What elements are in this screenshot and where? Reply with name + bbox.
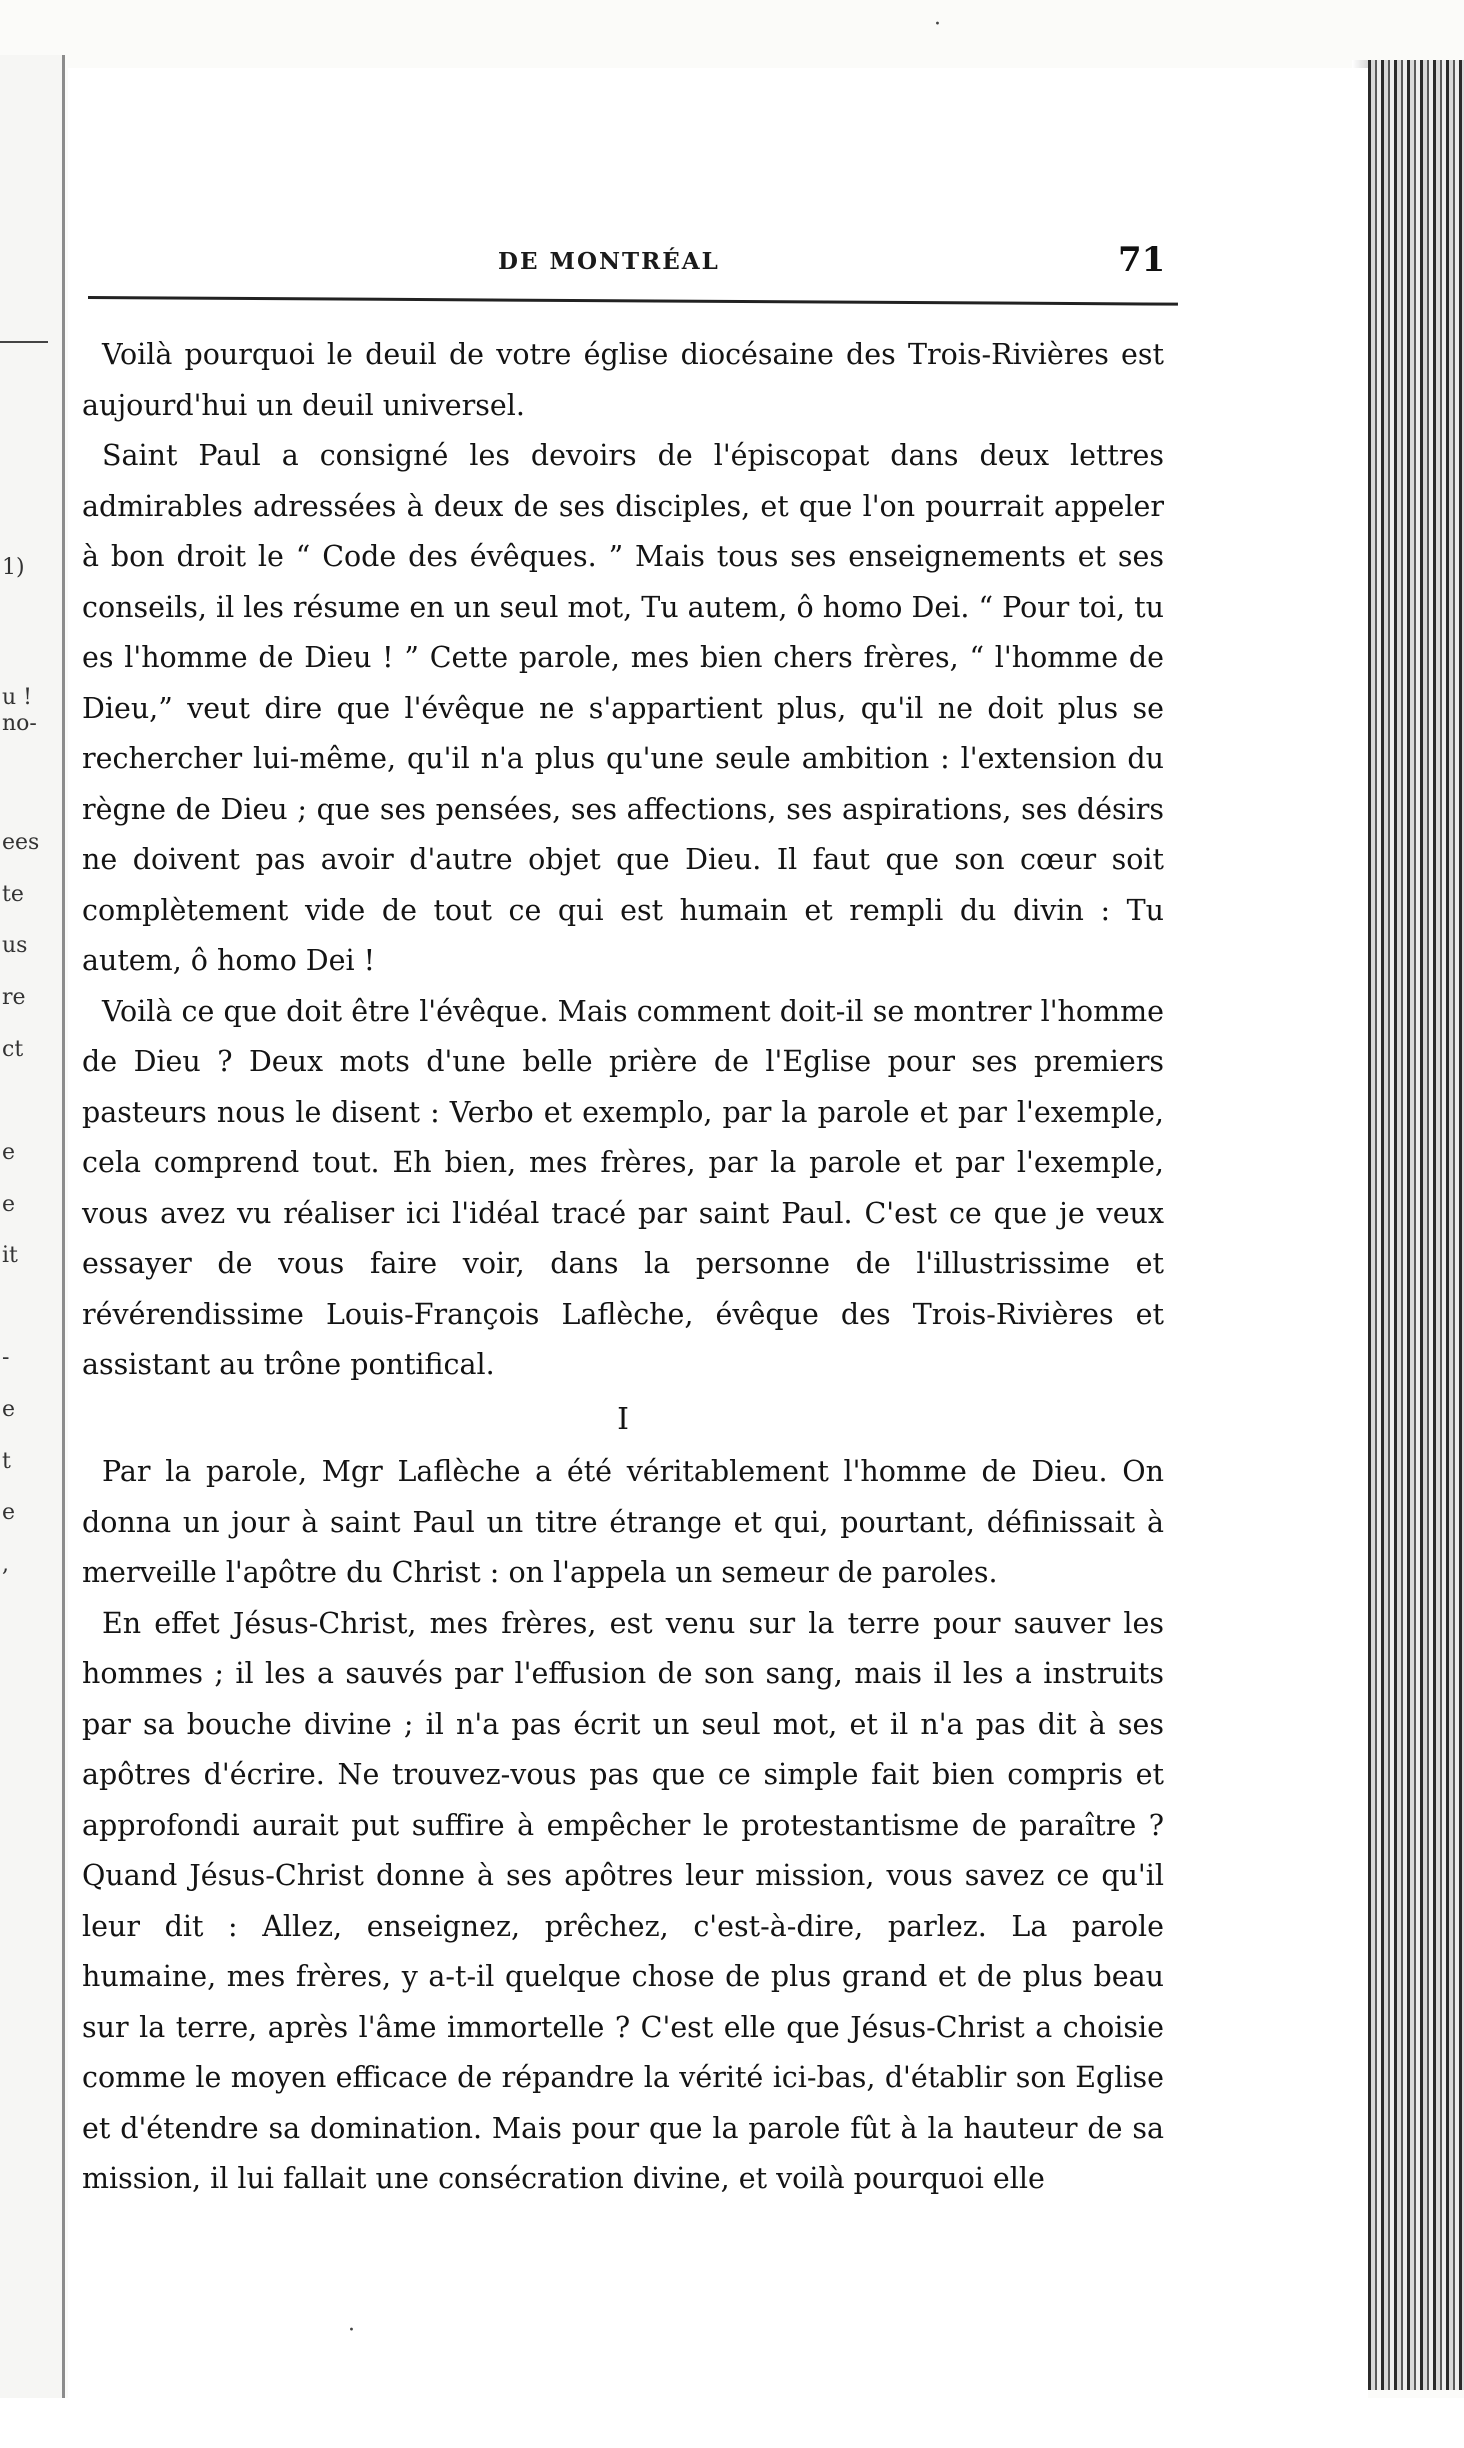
scan-bottom-margin [0, 2398, 1464, 2448]
left-fragment: us [2, 933, 28, 958]
page-header [68, 68, 1368, 280]
book-page-edges [1368, 60, 1464, 2390]
page-number: 71 [1118, 240, 1166, 280]
left-fragment: e [2, 1192, 16, 1217]
left-fragment: re [2, 985, 26, 1010]
scan-speck: · [934, 12, 941, 37]
left-fragment: , [2, 1552, 9, 1577]
header-rule [88, 296, 1178, 306]
left-fragment: te [2, 882, 24, 907]
paragraph: Par la parole, Mgr Laflèche a été véritablement l'homme de Dieu. On donna un jour à saint Paul un titre étrange et qui, pourtant, définissait à merveille l'apôtre du Christ : on l'appela un semeur de paroles. [82, 1455, 1164, 1589]
left-fragment: no- [2, 711, 37, 736]
paragraph: Voilà pourquoi le deuil de votre église diocésaine des Trois-Rivières est aujourd'hui un deuil universel. [82, 338, 1164, 422]
left-fragment: e [2, 1500, 16, 1525]
left-fragment: ees [2, 830, 40, 855]
paragraph: Voilà ce que doit être l'évêque. Mais comment doit-il se montrer l'homme de Dieu ? Deux mots d'une belle prière de l'Eglise pour ses premiers pasteurs nous le disent : Verbo et exemplo, par la parole et par l'exemple, cela comprend tout. Eh bien, mes frères, par la parole et par l'exemple, vous avez vu réaliser ici l'idéal tracé par saint Paul. C'est ce que je veux essayer de vous faire voir, dans la personne de l'illustrissime et révérendissime Louis-François Laflèche, évêque des Trois-Rivières et assistant au trône pontifical. [82, 994, 1164, 1381]
left-fragment: e [2, 1140, 16, 1165]
page-body [82, 330, 1164, 2205]
left-fragment: - [2, 1345, 10, 1370]
left-fragment: ct [2, 1037, 24, 1062]
paragraph: En effet Jésus-Christ, mes frères, est venu sur la terre pour sauver les hommes ; il les a sauvés par l'effusion de son sang, mais il les a instruits par sa bouche divine ; il n'a pas écrit un seul mot, et il n'a pas dit à ses apôtres d'écrire. Ne trouvez-vous pas que ce simple fait bien compris et approfondi aurait put suffire à empêcher le protestantisme de paraître ? Quand Jésus-Christ donne à ses apôtres leur mission, vous savez ce qu'il leur dit : Allez, enseignez, prêchez, c'est-à-dire, parlez. La parole humaine, mes frères, y a-t-il quelque chose de plus grand et de plus beau sur la terre, après l'âme immortelle ? C'est elle que Jésus-Christ a choisie comme le moyen efficace de répandre la vérité ici-bas, d'établir son Eglise et d'étendre sa domination. Mais pour que la parole fût à la hauteur de sa mission, il lui fallait une consécration divine, et voilà pourquoi elle [82, 1606, 1164, 2195]
previous-page-rule [0, 341, 48, 343]
scan-speck: · [348, 2318, 355, 2343]
left-fragment: t [2, 1449, 11, 1474]
running-title: DE MONTRÉAL [498, 248, 720, 275]
paragraph: Saint Paul a consigné les devoirs de l'épiscopat dans deux lettres admirables adressées à deux de ses disciples, et que l'on pourrait appeler à bon droit le “ Code des évêques. ” Mais tous ses enseignements et ses conseils, il les résume en un seul mot, Tu autem, ô homo Dei. “ Pour toi, tu es l'homme de Dieu ! ” Cette parole, mes bien chers frères, “ l'homme de Dieu,” veut dire que l'évêque ne s'appartient plus, qu'il ne doit plus se rechercher lui-même, qu'il n'a plus qu'une seule ambition : l'extension du règne de Dieu ; que ses pensées, ses affections, ses aspirations, ses désirs ne doivent pas avoir d'autre objet que Dieu. Il faut que son cœur soit complètement vide de tout ce qui est humain et rempli du divin : Tu autem, ô homo Dei ! [82, 439, 1164, 977]
left-fragment: it [2, 1243, 18, 1268]
left-fragment: 1) [2, 555, 25, 580]
section-heading: I [617, 1401, 629, 1437]
left-fragment: u ! [2, 685, 33, 710]
previous-page-edge [0, 55, 65, 2415]
left-fragment: e [2, 1397, 16, 1422]
book-page [68, 68, 1368, 2398]
